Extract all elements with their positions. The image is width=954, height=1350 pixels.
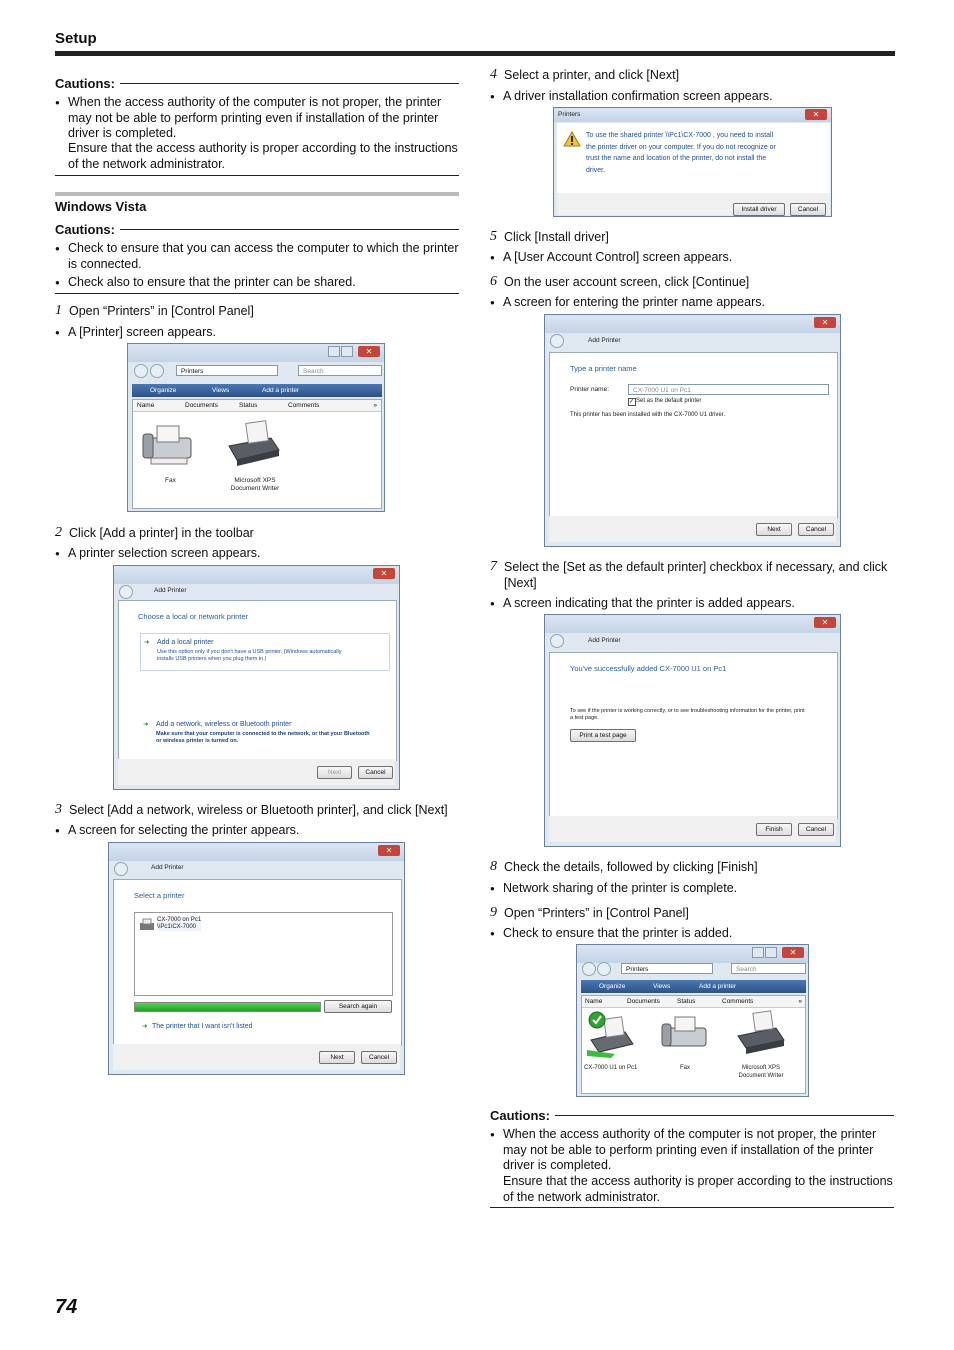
wizard-body	[549, 352, 838, 519]
arrow-icon: ➜	[142, 1023, 148, 1030]
step-9: 9 Open “Printers” in [Control Panel]	[490, 905, 689, 920]
printer-name-label: Printer name:	[570, 386, 610, 393]
section-title: Windows Vista	[55, 199, 147, 214]
page-number: 74	[55, 1296, 78, 1318]
wizard-body	[118, 600, 397, 761]
organize-button[interactable]: Organize	[599, 983, 626, 990]
caution-text: ● When the access authority of the computer is not proper, the printer may not be able to perform printing even if installation of the printer driver is completed.	[55, 95, 459, 142]
toolbar	[581, 980, 806, 993]
caution-heading: Cautions:	[55, 76, 459, 92]
column-header: Name Documents Status Comments »	[133, 400, 381, 412]
step-result: ● A screen for entering the printer name appears.	[490, 295, 894, 311]
title-bar	[109, 843, 404, 861]
add-network-option[interactable]: ➜ Add a network, wireless or Bluetooth printer Make sure that your computer is connected to the network, or that your Bluetooth or wireless printer is turned on.	[143, 721, 370, 744]
section-bar	[55, 192, 459, 196]
add-local-option[interactable]: ➜ Add a local printer Use this option only if you don't have a USB printer. (Windows automatically installs USB printers when you plug them in.)	[140, 633, 390, 671]
printer-list-item[interactable]: CX-7000 on Pc1 \\Pc1\CX-7000	[157, 917, 202, 930]
file-list	[581, 995, 806, 1094]
default-printer-checkbox[interactable]: ✓	[629, 399, 635, 405]
wizard-heading: Choose a local or network printer	[138, 612, 249, 621]
forward-icon[interactable]	[150, 364, 164, 378]
close-button[interactable]: ✕	[358, 346, 380, 357]
printers-window-added	[576, 944, 809, 1097]
step-result: ● A screen for selecting the printer appears.	[55, 823, 459, 839]
back-icon[interactable]	[550, 334, 564, 348]
next-button[interactable]: Next	[756, 523, 792, 536]
fax-label: Fax	[680, 1065, 691, 1071]
wizard-footer	[113, 1044, 400, 1070]
address-bar[interactable]: Printers	[176, 365, 278, 376]
step-result: ● A [User Account Control] screen appears.	[490, 250, 894, 266]
next-button[interactable]: Next	[319, 1051, 355, 1064]
back-icon[interactable]	[134, 364, 148, 378]
printer-added-window	[544, 614, 841, 847]
printer-icon[interactable]	[732, 1010, 788, 1058]
cancel-button[interactable]: Cancel	[798, 523, 834, 536]
search-input[interactable]: Search	[298, 365, 382, 376]
wizard-footer	[118, 759, 395, 785]
printer-list	[134, 912, 393, 996]
views-button[interactable]: Views	[212, 387, 230, 394]
maximize-button[interactable]	[765, 947, 777, 958]
step-4: 4 Select a printer, and click [Next]	[490, 67, 680, 82]
close-button[interactable]: ✕	[805, 109, 827, 120]
wizard-footer	[549, 516, 836, 542]
maximize-button[interactable]	[341, 346, 353, 357]
next-button[interactable]: Next	[317, 766, 352, 779]
step-3: 3 Select [Add a network, wireless or Bluetooth printer], and click [Next]	[55, 802, 448, 817]
wizard-heading: Select a printer	[134, 891, 185, 900]
step-1: 1 Open “Printers” in [Control Panel]	[55, 303, 254, 318]
step-result: ● A [Printer] screen appears.	[55, 325, 459, 341]
wizard-footer	[549, 816, 836, 842]
file-list	[132, 399, 382, 509]
address-bar[interactable]: Printers	[621, 963, 713, 974]
fax-icon[interactable]	[660, 1012, 712, 1056]
printer-name-window	[544, 314, 841, 547]
fax-label: Fax	[165, 477, 176, 484]
cancel-button[interactable]: Cancel	[358, 766, 393, 779]
arrow-icon: ➜	[143, 721, 149, 728]
shared-printer-icon[interactable]	[585, 1010, 639, 1060]
step-result: ● A printer selection screen appears.	[55, 546, 459, 562]
close-button[interactable]: ✕	[814, 317, 836, 328]
step-5: 5 Click [Install driver]	[490, 229, 609, 244]
printer-label: Microsoft XPS Document Writer	[230, 477, 280, 492]
step-result: ● A screen indicating that the printer is added appears.	[490, 596, 894, 612]
shared-printer-label: CX-7000 U1 on Pc1	[584, 1065, 638, 1071]
views-button[interactable]: Views	[653, 983, 671, 990]
installed-note: This printer has been installed with the CX-7000 U1 driver.	[570, 412, 726, 418]
step-result: ● A driver installation confirmation screen appears.	[490, 89, 894, 105]
cancel-button[interactable]: Cancel	[361, 1051, 397, 1064]
title-bar	[545, 315, 840, 333]
close-button[interactable]: ✕	[378, 845, 400, 856]
minimize-button[interactable]	[752, 947, 764, 958]
window-title: Add Printer	[588, 337, 621, 344]
wizard-heading: You've successfully added CX-7000 U1 on Pc1	[570, 664, 727, 673]
step-result: ● Check to ensure that the printer is added.	[490, 926, 894, 942]
organize-button[interactable]: Organize	[150, 387, 177, 394]
dialog-title: Printers	[558, 111, 581, 118]
select-printer-window	[108, 842, 405, 1075]
test-page-note: To see if the printer is working correctly, or to see troubleshooting information for the printer, print a test page.	[570, 708, 805, 721]
window-title: Add Printer	[151, 864, 184, 871]
window-title: Add Printer	[154, 587, 187, 594]
search-input[interactable]: Search	[731, 963, 806, 974]
dialog-body	[557, 123, 830, 215]
caution-text: ● Check to ensure that you can access the computer to which the printer is connected.	[55, 241, 459, 272]
not-listed-link[interactable]: The printer that I want isn't listed	[152, 1023, 253, 1030]
add-printer-window	[113, 565, 400, 790]
close-button[interactable]: ✕	[373, 568, 395, 579]
printer-icon	[139, 918, 155, 932]
install-driver-button[interactable]: Install driver	[733, 203, 785, 216]
minimize-button[interactable]	[328, 346, 340, 357]
step-2: 2 Click [Add a printer] in the toolbar	[55, 525, 254, 540]
back-icon[interactable]	[114, 862, 128, 876]
printer-icon[interactable]	[223, 420, 283, 470]
title-bar	[114, 566, 399, 584]
printer-label: Microsoft XPS Document Writer	[738, 1065, 784, 1079]
toolbar	[132, 384, 382, 397]
step-6: 6 On the user account screen, click [Continue]	[490, 274, 750, 289]
add-printer-button[interactable]: Add a printer	[699, 983, 737, 990]
step-7: 7 Select the [Set as the default printer] checkbox if necessary, and click [Next]	[490, 559, 888, 590]
step-result: ● Network sharing of the printer is complete.	[490, 881, 894, 897]
section-header: Setup	[55, 30, 97, 47]
divider	[55, 175, 459, 176]
caution-heading: Cautions:	[55, 222, 459, 238]
back-icon[interactable]	[550, 634, 564, 648]
close-button[interactable]: ✕	[782, 947, 804, 958]
forward-icon[interactable]	[597, 962, 611, 976]
warning-icon	[563, 131, 581, 147]
caution-heading: Cautions:	[490, 1108, 894, 1124]
divider	[55, 293, 459, 294]
wizard-body	[549, 652, 838, 819]
dialog-message: To use the shared printer \\Pc1\CX-7000 , you need to install the printer driver on your computer. If you do not recognize or trust the name and location of the printer, do not install the driver.	[586, 132, 776, 174]
caution-text: ● Check also to ensure that the printer can be shared.	[55, 275, 459, 291]
caution-text: Ensure that the access authority is proper according to the instructions of the network administrator.	[68, 141, 458, 171]
wizard-heading: Type a printer name	[570, 364, 637, 373]
default-printer-label: Set as the default printer	[636, 398, 702, 404]
caution-text: ● When the access authority of the computer is not proper, the printer may not be able to perform printing even if installation of the printer driver is completed.	[490, 1127, 894, 1174]
back-icon[interactable]	[119, 585, 133, 599]
wizard-body	[113, 879, 402, 1046]
window-title: Add Printer	[588, 637, 621, 644]
step-8: 8 Check the details, followed by clicking [Finish]	[490, 859, 758, 874]
back-icon[interactable]	[582, 962, 596, 976]
cancel-button[interactable]: Cancel	[790, 203, 826, 216]
search-again-button[interactable]: Search again	[324, 1000, 392, 1013]
add-printer-button[interactable]: Add a printer	[262, 387, 300, 394]
column-header: Name Documents Status Comments »	[582, 996, 805, 1008]
title-bar	[545, 615, 840, 633]
print-test-page-button[interactable]: Print a test page	[570, 729, 636, 742]
header-rule	[55, 51, 895, 56]
title-bar	[554, 108, 831, 122]
printers-dialog	[553, 107, 832, 217]
caution-text: Ensure that the access authority is proper according to the instructions of the network administrator.	[503, 1174, 893, 1204]
fax-icon[interactable]	[141, 420, 199, 468]
printers-window	[127, 343, 385, 512]
divider	[490, 1207, 894, 1208]
finish-button[interactable]: Finish	[756, 823, 792, 836]
close-button[interactable]: ✕	[814, 617, 836, 628]
cancel-button[interactable]: Cancel	[798, 823, 834, 836]
arrow-icon: ➜	[144, 639, 150, 646]
printer-name-input[interactable]: CX-7000 U1 on Pc1	[628, 384, 829, 395]
search-progress-bar	[134, 1002, 321, 1012]
